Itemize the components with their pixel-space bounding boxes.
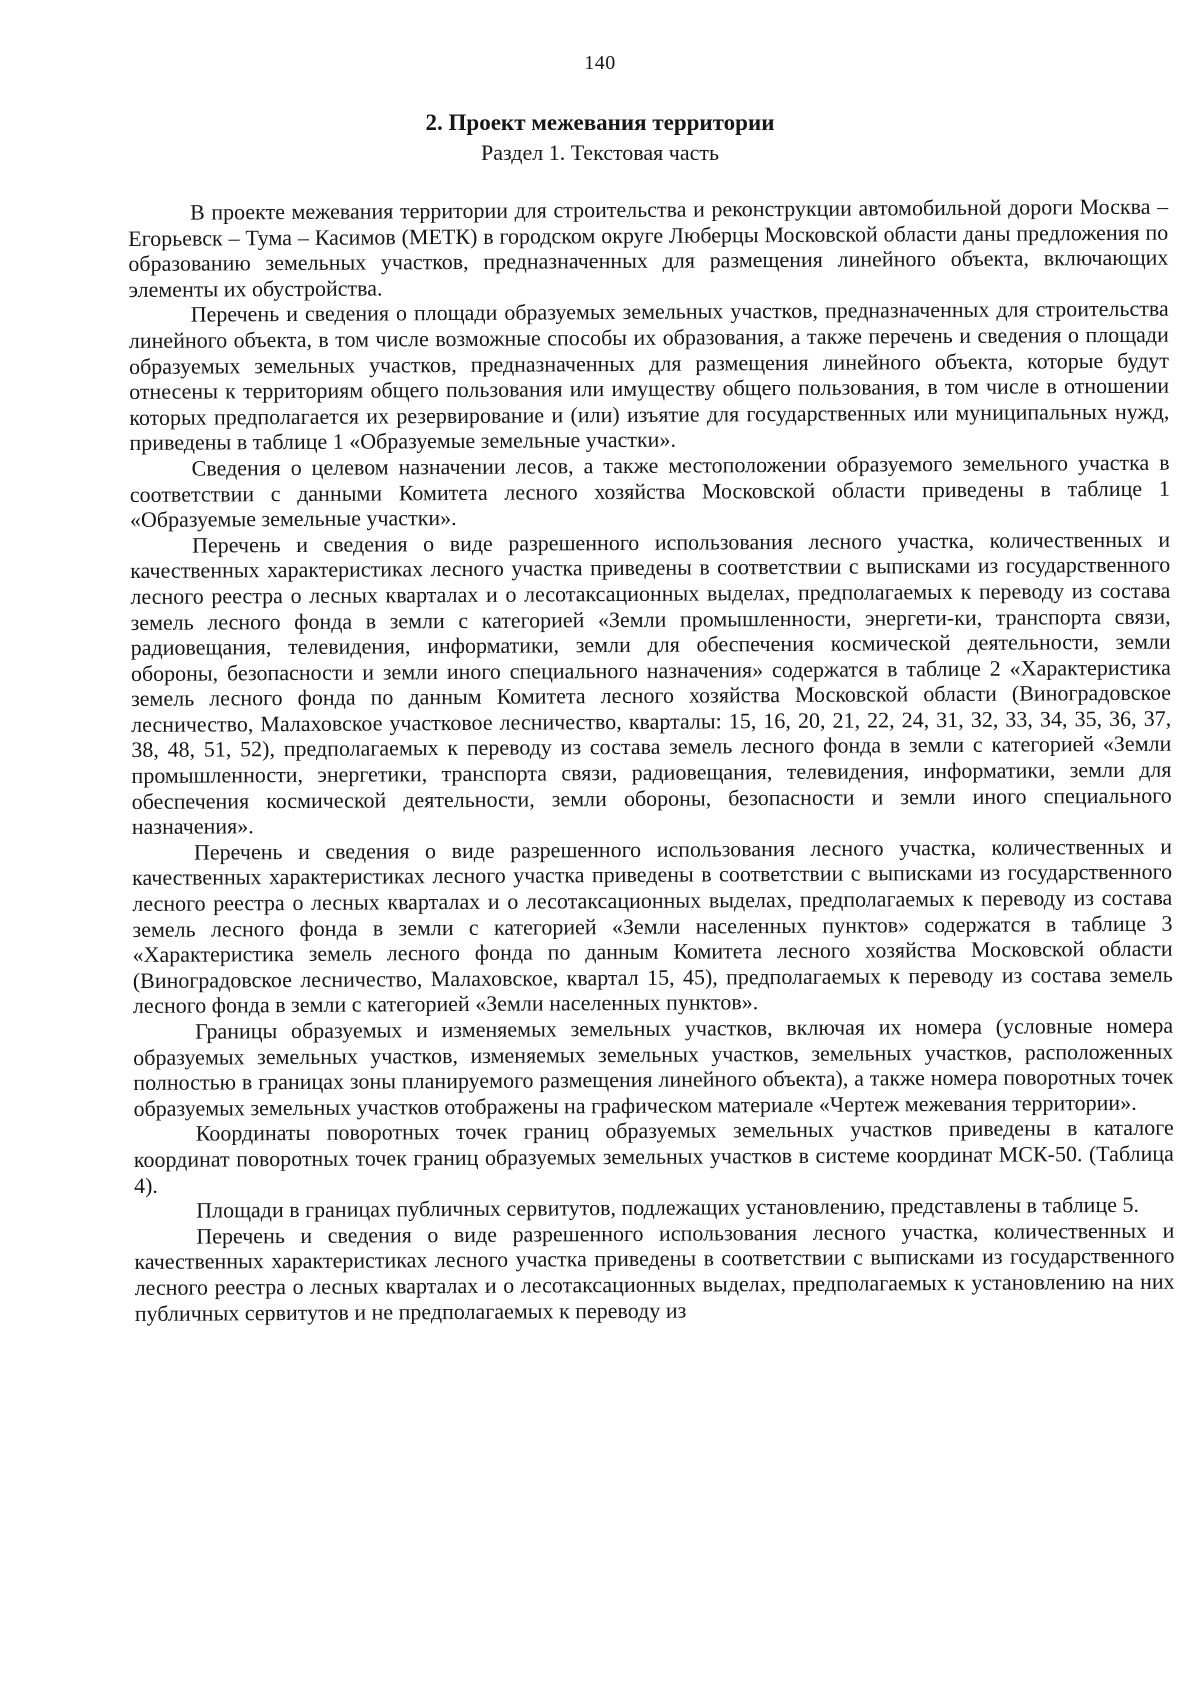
paragraph-servitude-forest: Перечень и сведения о виде разрешенного использования лесного участка, количественных и качественных характеристиках лесного участка приведены в соответствии с выписками из государственного лесного реестра о лесных кварталах и о лесотаксационных выделах, предполагаемых к установлению на них публичных сервитутов и не предполагаемых к переводу из	[134, 1217, 1175, 1326]
paragraph-plot-boundaries: Границы образуемых и изменяемых земельных участков, включая их номера (условные номера образуемых земельных участков, изменяемых земельных участков, земельных участков, расположенных полностью в границах зоны планируемого размещения линейного объекта), а также номера поворотных точек образуемых земельных участков отображены на графическом материале «Чертеж межевания территории».	[133, 1012, 1174, 1121]
document-title: 2. Проект межевания территории	[425, 110, 775, 135]
paragraph-forest-settlement-category: Перечень и сведения о виде разрешенного использования лесного участка, количественных и качественных характеристиках лесного участка приведены в соответствии с выписками из государственного лесного реестра о лесных кварталах и о лесотаксационных выделах, предполагаемых к переводу из состава земель лесного фонда в земли с категорией «Земли населенных пунктов» содержатся в таблице 3 «Характеристика земель лесного фонда по данным Комитета лесного хозяйства Московской области (Виноградовское лесничество, Малаховское, квартал 15, 45), предполагаемых к переводу из состава земель лесного фонда в земли с категорией «Земли населенных пунктов».	[132, 833, 1173, 1019]
paragraph-coordinates: Координаты поворотных точек границ образуемых земельных участков приведены в каталоге координат поворотных точек границ образуемых земельных участков в системе координат МСК-50. (Таблица 4).	[133, 1115, 1174, 1198]
paragraph-intro: В проекте межевания территории для строительства и реконструкции автомобильной дороги Москва – Егорьевск – Тума – Касимов (МЕТК) в городском округе Люберцы Московской области даны предложения по образованию земельных участков, предназначенных для размещения линейного объекта, включающих элементы их обустройства.	[128, 193, 1169, 302]
section-subtitle: Раздел 1. Текстовая часть	[480, 140, 720, 165]
page-number: 140	[584, 52, 616, 74]
body-text	[128, 194, 1175, 1326]
paragraph-forest-industrial-category: Перечень и сведения о виде разрешенного использования лесного участка, количественных и качественных характеристиках лесного участка приведены в соответствии с выписками из государственного лесного реестра о лесных кварталах и о лесотаксационных выделах, предполагаемых к переводу из состава земель лесного фонда в земли с категорией «Земли промышленности, энергети-ки, транспорта связи, радиовещания, телевидения, информатики, земли для обеспечения космической деятельности, земли обороны, безопасности и земли иного специального назначения» содержатся в таблице 2 «Характеристика земель лесного фонда по данным Комитета лесного хозяйства Московской области (Виноградовское лесничество, Малаховское участковое лесничество, кварталы: 15, 16, 20, 21, 22, 24, 31, 32, 33, 34, 35, 36, 37, 38, 48, 51, 52), предполагаемых к переводу из состава земель лесного фонда в земли с категорией «Земли промышленности, энергетики, транспорта связи, радиовещания, телевидения, информатики, земли для обеспечения космической деятельности, земли обороны, безопасности и земли иного специального назначения».	[130, 526, 1172, 840]
paragraph-servitude-areas: Площади в границах публичных сервитутов, подлежащих установлению, представлены в таблице 5.	[196, 1191, 1140, 1223]
paragraph-forest-purpose: Сведения о целевом назначении лесов, а также местоположении образуемого земельного участка в соответствии с данными Комитета лесного хозяйства Московской области приведены в таблице 1 «Образуемые земельные участки».	[129, 449, 1170, 533]
paragraph-land-plots-list: Перечень и сведения о площади образуемых земельных участков, предназначенных для строительства линейного объекта, в том числе возможные способы их образования, а также перечень и сведения о площади образуемых земельных участков, предназначенных для размещения линейного объекта, которые будут отнесены к территориям общего пользования или имуществу общего пользования, в том числе в отношении которых предполагается их резервирование и (или) изъятие для государственных или муниципальных нужд, приведены в таблице 1 «Образуемые земельные участки».	[128, 296, 1170, 456]
